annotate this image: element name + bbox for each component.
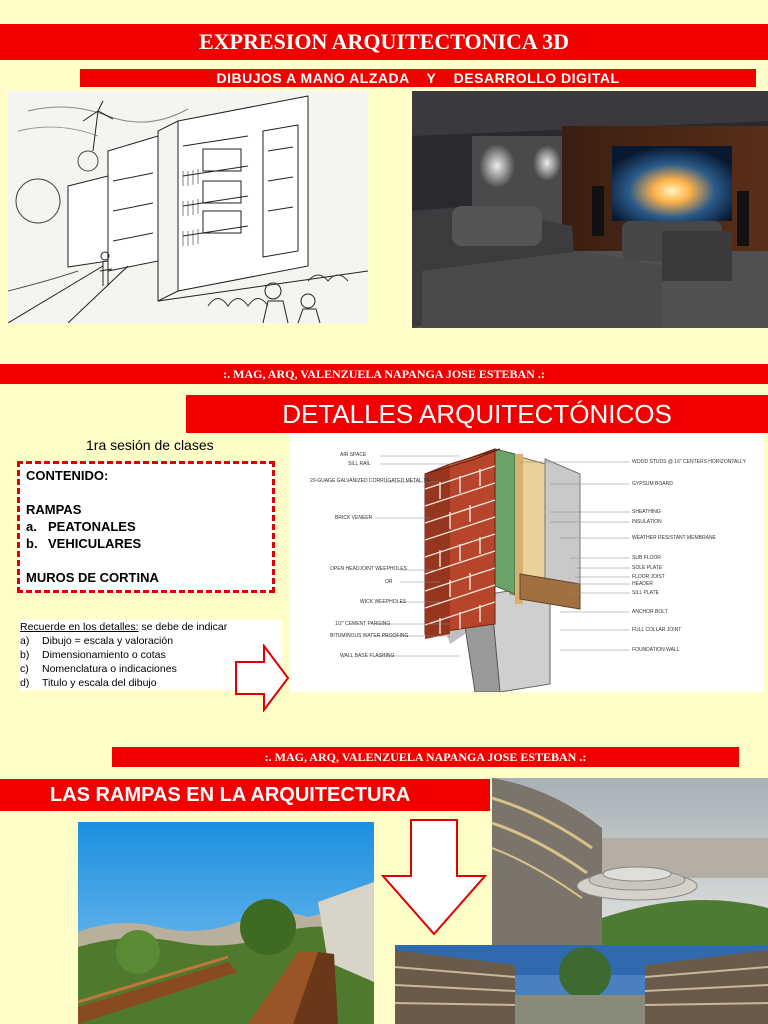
contenido-label: CONTENIDO:	[26, 468, 109, 483]
detail-label: 20-GUAGE GALVANIZED CORRUGATED METAL TIE	[310, 478, 431, 484]
detail-label: OR	[385, 579, 393, 585]
recuerde-rest: se debe de indicar	[138, 621, 228, 633]
list-letter: c)	[20, 663, 29, 675]
detail-label: SUB FLOOR	[632, 555, 661, 561]
detail-label: BRICK VENEER	[335, 515, 373, 521]
session-label: 1ra sesión de clases	[86, 437, 214, 453]
list-text: VEHICULARES	[48, 536, 142, 551]
list-letter: a)	[20, 635, 30, 647]
wall-section-detail	[290, 434, 764, 692]
list-letter: a.	[26, 519, 37, 534]
detail-label: FOUNDATION WALL	[632, 647, 680, 653]
detail-label: HEADER	[632, 581, 653, 587]
list-letter: b)	[20, 649, 30, 661]
detail-label: WALL BASE FLASHING	[340, 653, 395, 659]
detail-label: WEATHER RESISTANT MEMBRANE	[632, 535, 716, 541]
detail-label: FULL COLLAR JOINT	[632, 627, 682, 633]
building-ramps-photo	[395, 945, 768, 1024]
list-text: Titulo y escala del dibujo	[42, 677, 157, 689]
list-item	[26, 535, 141, 552]
detail-label: SILL RAIL	[348, 461, 371, 467]
muros-label: MUROS DE CORTINA	[26, 570, 159, 585]
author-credit-band: :. MAG, ARQ, VALENZUELA NAPANGA JOSE ESTEBAN .:	[112, 747, 739, 767]
detail-label: FLOOR JOIST	[632, 574, 665, 580]
detalles-heading: DETALLES ARQUITECTÓNICOS	[186, 395, 768, 433]
hand-sketch-image	[8, 91, 368, 323]
list-item	[26, 518, 136, 535]
author-credit-band: :. MAG, ARQ, VALENZUELA NAPANGA JOSE ESTEBAN .:	[0, 364, 768, 384]
detail-label: 1/2" CEMENT PARGING	[335, 621, 391, 627]
list-letter: d)	[20, 677, 30, 689]
detail-label: SHEATHING	[632, 509, 661, 515]
spiral-ramp-photo	[492, 778, 768, 946]
recuerde-underlined: Recuerde en los detalles:	[20, 621, 139, 633]
contenido-box	[17, 461, 275, 593]
detail-label: OPEN HEADJOINT WEEPHOLES	[330, 566, 407, 572]
detail-label: BITUMINOUS WATER PROOFING	[330, 633, 409, 639]
list-text: PEATONALES	[48, 519, 136, 534]
list-letter: b.	[26, 536, 38, 551]
rampas-label: RAMPAS	[26, 502, 82, 517]
arrow-right-icon	[234, 644, 290, 712]
detail-label: SOLE PLATE	[632, 565, 663, 571]
arrow-down-icon	[381, 818, 487, 936]
detail-label: SILL PLATE	[632, 590, 659, 596]
list-text: Dibujo = escala y valoración	[42, 635, 174, 647]
list-text: Nomenclatura o indicaciones	[42, 663, 177, 675]
ramp-bridge-photo	[78, 822, 374, 1024]
rampas-heading: LAS RAMPAS EN LA ARQUITECTURA	[0, 779, 490, 811]
detail-label: WICK WEEPHOLES	[360, 599, 407, 605]
main-title: EXPRESION ARQUITECTONICA 3D	[0, 24, 768, 60]
list-text: Dimensionamiento o cotas	[42, 649, 166, 661]
detail-label: ANCHOR BOLT	[632, 609, 668, 615]
subtitle-band: DIBUJOS A MANO ALZADA Y DESARROLLO DIGITAL	[80, 69, 756, 87]
detail-label: WOOD STUDS @ 16" CENTERS HORIZONTALLY	[632, 459, 746, 465]
detail-label: GYPSUM BOARD	[632, 481, 673, 487]
detail-label: INSULATION	[632, 519, 662, 525]
detail-label: AIR SPACE	[340, 452, 367, 458]
home-theater-render	[412, 91, 768, 328]
recuerde-heading	[20, 620, 282, 634]
